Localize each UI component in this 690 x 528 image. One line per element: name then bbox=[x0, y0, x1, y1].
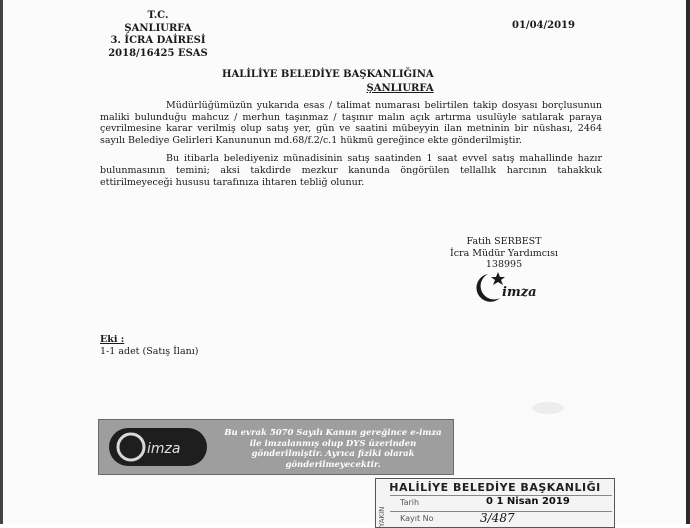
document-date: 01/04/2019 bbox=[512, 20, 575, 31]
header-line-city: ŞANLIURFA bbox=[124, 22, 192, 34]
registry-stamp bbox=[375, 478, 615, 528]
letter-body bbox=[100, 100, 602, 195]
eimza-logo-text: imza bbox=[502, 285, 537, 300]
esignature-logo bbox=[109, 428, 207, 466]
scan-edge-left bbox=[0, 0, 3, 524]
esignature-notice: Bu evrak 5070 Sayılı Kanun gereğince e-imza ile imzalanmış olup DYS üzerinden gönderilmiştir. Ayrıca fiziki olarak gönderilmeyecektir. bbox=[224, 428, 442, 470]
eimza-signature-logo bbox=[470, 268, 552, 302]
registry-date-value: 0 1 Nisan 2019 bbox=[486, 496, 570, 507]
registry-record-label: Kayıt No bbox=[400, 514, 434, 523]
e-ring-icon bbox=[118, 434, 144, 460]
signer-title: İcra Müdür Yardımcısı bbox=[449, 247, 559, 259]
signer-name: Fatih SERBEST bbox=[466, 236, 542, 247]
esignature-logo-graphic bbox=[109, 428, 207, 466]
esignature-logo-text: imza bbox=[147, 441, 181, 457]
attachments-section bbox=[100, 334, 198, 358]
body-paragraph-2: Bu itibarla belediyeniz münadisinin satış saatinden 1 saat evvel satış mahallinde hazır bulunmasının temini; aksi takdirde mezkur kanunda öngörülen tellallık harcının tahakkuk ettirilmeyeceği hususu tarafınıza ihtaren tebliğ olunur. bbox=[100, 153, 602, 188]
esignature-stamp bbox=[98, 419, 454, 475]
signer-number: 138995 bbox=[485, 259, 523, 270]
registry-title: HALİLİYE BELEDİYE BAŞKANLIĞI bbox=[389, 481, 601, 494]
addressee-name: HALİLİYE BELEDİYE BAŞKANLIĞINA bbox=[222, 69, 434, 80]
scan-edge-right bbox=[686, 0, 690, 524]
scan-smudge bbox=[528, 398, 568, 418]
header-line-case-number: 2018/16425 ESAS bbox=[108, 47, 208, 59]
star-icon bbox=[491, 272, 505, 285]
attachments-title: Eki : bbox=[100, 334, 125, 345]
body-paragraph-1: Müdürlüğümüzün yukarıda esas / talimat numarası belirtilen takip dosyası borçlusunun maliki bulunduğu mahcuz / merhun taşınmaz / taşınır malın açık artırma usulüyle satılarak paraya çevrilmesine karar verilmiş olup satış yer, gün ve saatini mübeyyin ilan metninin bir nüshası, 2464 sayılı Belediye Gelirleri Kanununun md.68/f.2/c.1 hükmü gereğince ekte gönderilmiştir. bbox=[100, 100, 602, 146]
registry-date-row bbox=[390, 495, 612, 510]
header-line-office: 3. İCRA DAİRESİ bbox=[110, 35, 206, 46]
registry-record-value: 3/487 bbox=[480, 511, 515, 525]
addressee-city: ŞANLIURFA bbox=[366, 83, 434, 94]
addressee bbox=[222, 68, 434, 96]
signature-block bbox=[448, 236, 560, 271]
attachment-item: 1-1 adet (Satış İlanı) bbox=[100, 346, 199, 357]
issuer-header bbox=[103, 10, 213, 60]
registry-side-label: YAKIN bbox=[378, 506, 386, 527]
registry-date-label: Tarih bbox=[400, 498, 420, 507]
header-line-tc: T.C. bbox=[147, 10, 169, 21]
